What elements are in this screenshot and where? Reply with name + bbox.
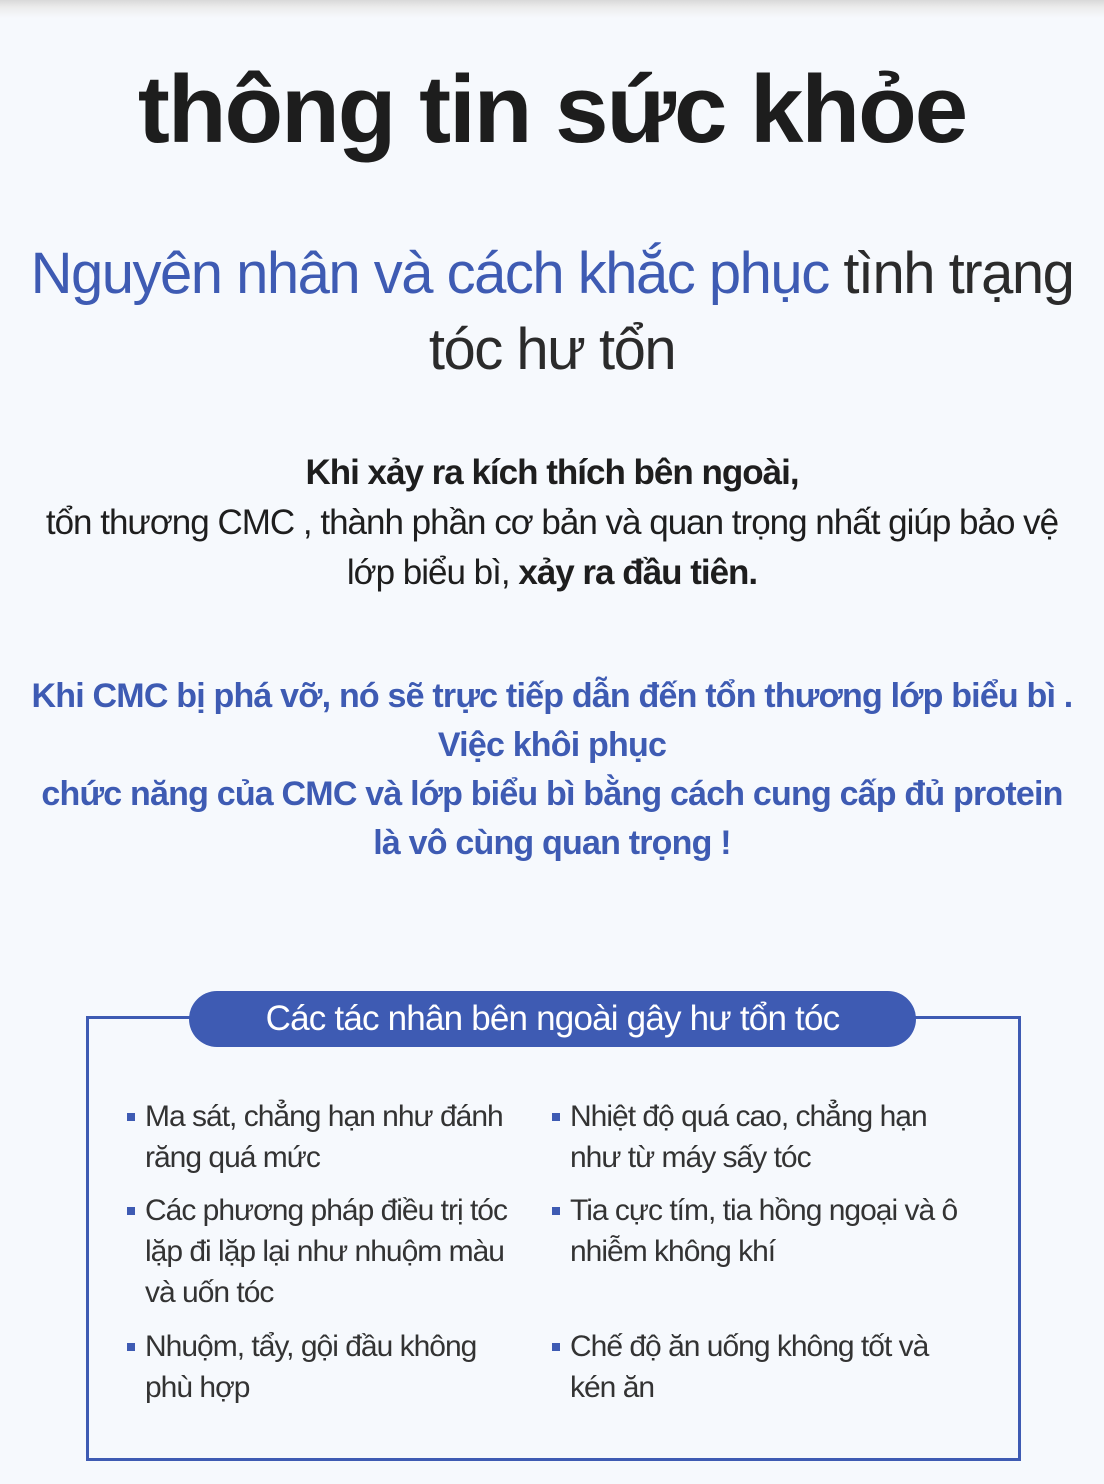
factor-line: Các phương pháp điều trị tóc	[145, 1194, 507, 1227]
intro-line-3-normal: lớp biểu bì,	[346, 553, 519, 592]
emphasis-line-4: là vô cùng quan trọng !	[373, 824, 731, 862]
bullet-square-icon	[552, 1113, 560, 1121]
intro-line-3-bold: xảy ra đầu tiên.	[518, 553, 758, 592]
emphasis-line-3: chức năng của CMC và lớp biểu bì bằng cách cung cấp đủ protein	[41, 775, 1063, 813]
page-title: thông tin sức khỏe	[137, 56, 967, 163]
intro-line-2: tổn thương CMC , thành phần cơ bản và quan trọng nhất giúp bảo vệ	[45, 503, 1059, 542]
factor-line: nhiễm không khí	[570, 1235, 776, 1268]
factor-line: lặp đi lặp lại như nhuộm màu	[145, 1235, 504, 1268]
subtitle-rest: tình trạng	[828, 241, 1074, 306]
bullet-square-icon	[127, 1207, 135, 1215]
subtitle-line-2: tóc hư tổn	[428, 317, 676, 382]
factor-line: kén ăn	[570, 1371, 655, 1404]
factor-line: răng quá mức	[145, 1141, 320, 1174]
factor-line: và uốn tóc	[145, 1276, 274, 1309]
intro-paragraph	[0, 448, 1104, 598]
factor-line: Nhuộm, tẩy, gội đầu không	[145, 1330, 477, 1363]
bullet-square-icon	[552, 1207, 560, 1215]
factor-item	[145, 1326, 535, 1408]
factor-item	[145, 1190, 545, 1313]
emphasis-paragraph	[0, 672, 1104, 868]
factor-line: phù hợp	[145, 1371, 250, 1404]
factor-item	[145, 1096, 535, 1178]
factor-line: Chế độ ăn uống không tốt và	[570, 1330, 929, 1363]
factor-line: Nhiệt độ quá cao, chẳng hạn	[570, 1100, 927, 1133]
article-subtitle	[0, 236, 1104, 388]
factor-line: Ma sát, chẳng hạn như đánh	[145, 1100, 503, 1133]
subtitle-line-1	[0, 236, 1104, 312]
intro-line-1: Khi xảy ra kích thích bên ngoài,	[305, 453, 799, 492]
bullet-square-icon	[552, 1343, 560, 1351]
factor-item	[570, 1190, 1000, 1272]
emphasis-line-1: Khi CMC bị phá vỡ, nó sẽ trực tiếp dẫn đến tổn thương lớp biểu bì .	[31, 677, 1073, 715]
bullet-square-icon	[127, 1113, 135, 1121]
factor-item	[570, 1096, 990, 1178]
bullet-square-icon	[127, 1343, 135, 1351]
factor-line: Tia cực tím, tia hồng ngoại và ô	[570, 1194, 958, 1227]
factor-line: như từ máy sấy tóc	[570, 1141, 811, 1174]
emphasis-line-2: Việc khôi phục	[437, 726, 667, 764]
subtitle-highlight: Nguyên nhân và cách khắc phục	[30, 241, 829, 306]
top-shadow-divider	[0, 0, 1104, 18]
factors-heading: Các tác nhân bên ngoài gây hư tổn tóc	[189, 991, 916, 1047]
intro-line-3	[0, 548, 1104, 598]
factor-item	[570, 1326, 990, 1408]
